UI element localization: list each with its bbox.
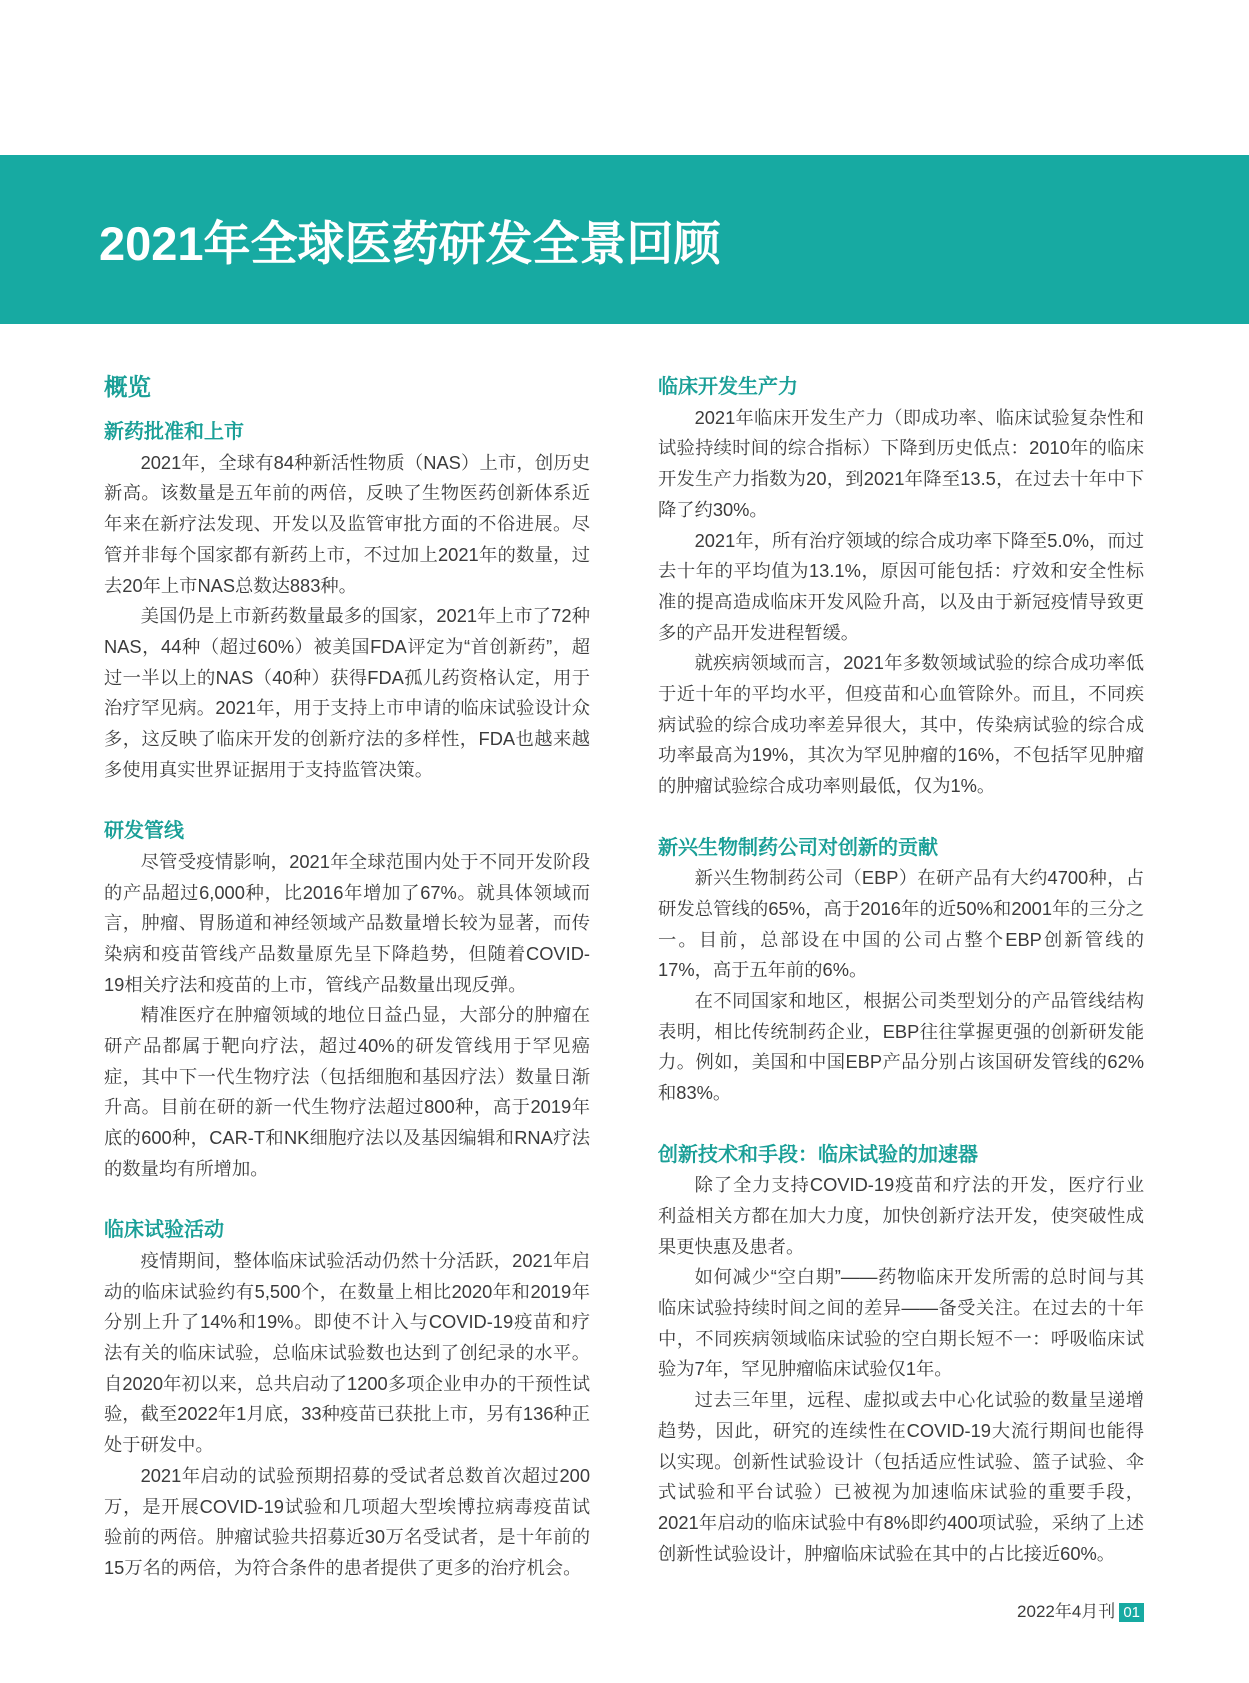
section-heading: 新药批准和上市 [104, 421, 244, 443]
paragraph: 就疾病领域而言，2021年多数领域试验的综合成功率低于近十年的平均水平，但疫苗和心血管除外。而且，不同疾病试验的综合成功率差异很大，其中，传染病试验的综合成功率最高为19%，其次为罕见肿瘤的16%，不包括罕见肿瘤的肿瘤试验综合成功率则最低，仅为1%。 [658, 652, 1144, 797]
section-heading: 研发管线 [104, 820, 184, 843]
section-heading: 临床开发生产力 [658, 376, 798, 398]
paragraph: 美国仍是上市新药数量最多的国家，2021年上市了72种NAS，44种（超过60%）被美国FDA评定为“首创新药”，超过一半以上的NAS（40种）获得FDA孤儿药资格认定，用于治疗罕见病。2021年，用于支持上市申请的临床试验设计众多，这反映了临床开发的创新疗法的多样性，FDA也越来越多使用真实世界证据用于支持监管决策。 [104, 605, 590, 780]
paragraph: 除了全力支持COVID-19疫苗和疗法的开发，医疗行业利益相关方都在加大力度，加快创新疗法开发，使突破性成果更快惠及患者。 [658, 1174, 1144, 1257]
section-rd-pipeline [104, 816, 590, 1184]
page-title: 2021年全球医药研发全景回顾 [99, 217, 721, 270]
section-innovative-technology [658, 1140, 1144, 1570]
page-footer [1017, 1601, 1144, 1623]
page-number-badge: 01 [1119, 1603, 1144, 1622]
paragraph: 2021年，全球有84种新活性物质（NAS）上市，创历史新高。该数量是五年前的两倍，反映了生物医药创新体系近年来在新疗法发现、开发以及监管审批方面的不俗进展。尽管并非每个国家都有新药上市，不过加上2021年的数量，过去20年上市NAS总数达883种。 [104, 451, 590, 596]
section-heading: 新兴生物制药公司对创新的贡献 [658, 836, 938, 859]
paragraph: 2021年临床开发生产力（即成功率、临床试验复杂性和试验持续时间的综合指标）下降到历史低点：2010年的临床开发生产力指数为20，到2021年降至13.5，在过去十年中下降了约30%。 [658, 406, 1144, 520]
title-banner [0, 155, 1249, 324]
right-column [658, 372, 1144, 1569]
section-clinical-productivity [658, 372, 1144, 802]
paragraph: 如何减少“空白期”——药物临床开发所需的总时间与其临床试验持续时间之间的差异——备受关注。在过去的十年中，不同疾病领域临床试验的空白期长短不一：呼吸临床试验为7年，罕见肿瘤临床试验仅1年。 [658, 1266, 1144, 1380]
left-column [104, 370, 590, 1584]
paragraph: 2021年启动的试验预期招募的受试者总数首次超过200万，是开展COVID-19试验和几项超大型埃博拉病毒疫苗试验前的两倍。肿瘤试验共招募近30万名受试者，是十年前的15万名的两倍，为符合条件的患者提供了更多的治疗机会。 [104, 1464, 590, 1578]
paragraph: 疫情期间，整体临床试验活动仍然十分活跃，2021年启动的临床试验约有5,500个，在数量上相比2020年和2019年分别上升了14%和19%。即使不计入与COVID-19疫苗和疗法有关的临床试验，总临床试验数也达到了创纪录的水平。自2020年初以来，总共启动了1200多项企业申办的干预性试验，截至2022年1月底，33种疫苗已获批上市，另有136种正处于研发中。 [104, 1249, 590, 1456]
issue-date: 2022年4月刊 [1017, 1602, 1116, 1621]
overview-heading: 概览 [104, 374, 151, 400]
paragraph: 在不同国家和地区，根据公司类型划分的产品管线结构表明，相比传统制药企业，EBP往往掌握更强的创新研发能力。例如，美国和中国EBP产品分别占该国研发管线的62%和83%。 [658, 990, 1144, 1104]
paragraph: 2021年，所有治疗领域的综合成功率下降至5.0%，而过去十年的平均值为13.1%，原因可能包括：疗效和安全性标准的提高造成临床开发风险升高，以及由于新冠疫情导致更多的产品开发进程暂缓。 [658, 529, 1144, 643]
section-new-drug-approvals [104, 417, 590, 785]
section-emerging-biopharma [658, 833, 1144, 1109]
section-heading: 创新技术和手段：临床试验的加速器 [658, 1143, 978, 1166]
paragraph: 尽管受疫情影响，2021年全球范围内处于不同开发阶段的产品超过6,000种，比2016年增加了67%。就具体领域而言，肿瘤、胃肠道和神经领域产品数量增长较为显著，而传染病和疫苗管线产品数量原先呈下降趋势，但随着COVID-19相关疗法和疫苗的上市，管线产品数量出现反弹。 [104, 850, 590, 995]
paragraph: 过去三年里，远程、虚拟或去中心化试验的数量呈递增趋势，因此，研究的连续性在COVID-19大流行期间也能得以实现。创新性试验设计（包括适应性试验、篮子试验、伞式试验和平台试验）已被视为加速临床试验的重要手段，2021年启动的临床试验中有8%即约400项试验，采纳了上述创新性试验设计，肿瘤临床试验在其中的占比接近60%。 [658, 1389, 1144, 1564]
paragraph: 精准医疗在肿瘤领域的地位日益凸显，大部分的肿瘤在研产品都属于靶向疗法，超过40%的研发管线用于罕见癌症，其中下一代生物疗法（包括细胞和基因疗法）数量日渐升高。目前在研的新一代生物疗法超过800种，高于2019年底的600种，CAR-T和NK细胞疗法以及基因编辑和RNA疗法的数量均有所增加。 [104, 1004, 590, 1179]
section-heading: 临床试验活动 [104, 1219, 224, 1242]
section-clinical-trial-activity [104, 1215, 590, 1583]
paragraph: 新兴生物制药公司（EBP）在研产品有大约4700种，占研发总管线的65%，高于2016年的近50%和2001年的三分之一。目前，总部设在中国的公司占整个EBP创新管线的17%，高于五年前的6%。 [658, 867, 1144, 981]
